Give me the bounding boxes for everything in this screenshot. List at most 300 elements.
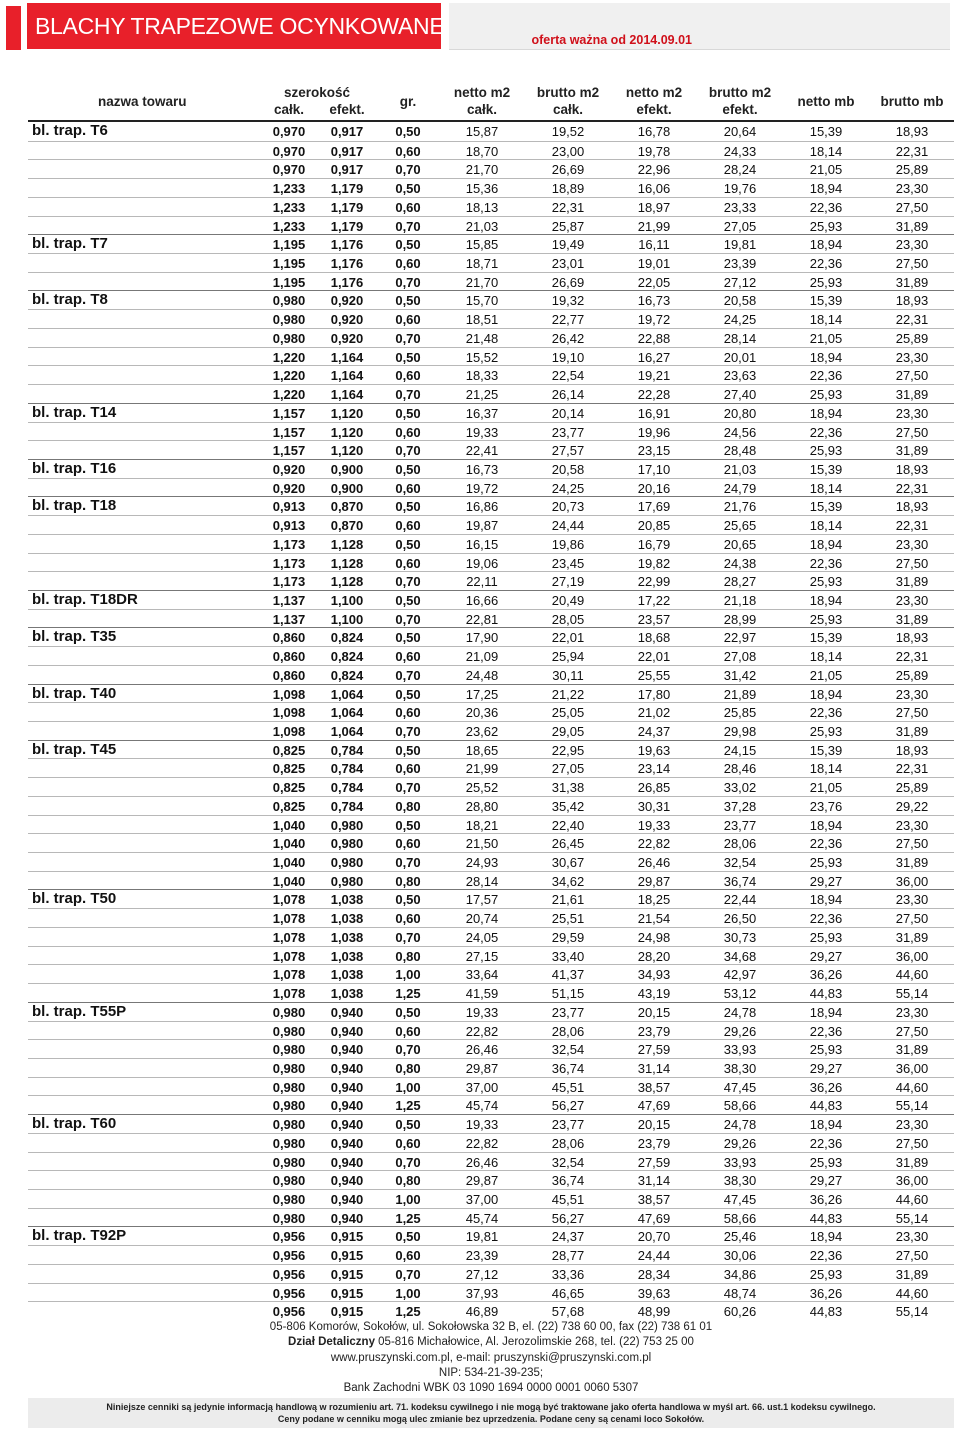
cell-net-m2-total: 19,06 (465, 555, 499, 571)
cell-net-m2-total: 18,51 (465, 312, 499, 328)
cell-width-total: 0,860 (272, 667, 306, 683)
cell-width-total: 1,157 (272, 443, 306, 459)
cell-gross-m2-eff: 32,54 (723, 855, 757, 871)
cell-thickness: 0,60 (395, 1023, 421, 1039)
cell-gross-mb: 23,30 (895, 237, 929, 253)
cell-gross-mb: 25,89 (895, 162, 929, 178)
cell-net-m2-eff: 22,05 (637, 274, 671, 290)
cell-gross-mb: 25,89 (895, 667, 929, 683)
cell-net-m2-eff: 31,14 (637, 1060, 671, 1076)
table-row (28, 234, 954, 253)
table-row (28, 534, 954, 553)
cell-net-mb: 29,27 (809, 948, 843, 964)
table-row (28, 702, 954, 721)
cell-net-m2-total: 18,33 (465, 368, 499, 384)
cell-gross-mb: 22,31 (895, 143, 929, 159)
cell-gross-m2-eff: 34,68 (723, 948, 757, 964)
cell-thickness: 1,25 (395, 1304, 421, 1320)
cell-thickness: 1,25 (395, 986, 421, 1002)
cell-gross-m2-total: 24,37 (551, 1229, 585, 1245)
cell-net-mb: 18,94 (809, 1004, 843, 1020)
cell-net-m2-total: 20,74 (465, 911, 499, 927)
cell-net-m2-total: 15,85 (465, 237, 499, 253)
cell-width-effective: 0,824 (330, 667, 364, 683)
cell-gross-mb: 18,93 (895, 499, 929, 515)
table-row (28, 627, 954, 646)
cell-width-total: 1,078 (272, 892, 306, 908)
cell-gross-m2-total: 24,44 (551, 518, 585, 534)
cell-width-total: 0,980 (272, 1098, 306, 1114)
cell-width-effective: 1,176 (330, 237, 364, 253)
cell-net-mb: 18,94 (809, 405, 843, 421)
cell-width-effective: 1,038 (330, 911, 364, 927)
cell-gross-m2-total: 19,49 (551, 237, 585, 253)
cell-net-m2-eff: 22,88 (637, 330, 671, 346)
cell-gross-m2-eff: 27,12 (723, 274, 757, 290)
cell-width-total: 1,078 (272, 967, 306, 983)
cell-net-m2-eff: 16,27 (637, 349, 671, 365)
header-gross-m2-eff: brutto m2 (708, 85, 772, 100)
cell-net-mb: 18,94 (809, 536, 843, 552)
cell-width-effective: 0,940 (330, 1154, 364, 1170)
table-row (28, 440, 954, 459)
table-row (28, 796, 954, 815)
cell-net-m2-eff: 26,46 (637, 855, 671, 871)
cell-net-mb: 21,05 (809, 162, 843, 178)
cell-thickness: 0,60 (395, 911, 421, 927)
product-name: bl. trap. T18 (32, 497, 117, 515)
cell-net-mb: 22,36 (809, 1248, 843, 1264)
cell-net-mb: 22,36 (809, 424, 843, 440)
cell-width-effective: 0,917 (330, 124, 364, 139)
cell-gross-m2-eff: 23,33 (723, 199, 757, 215)
cell-gross-m2-total: 46,65 (551, 1285, 585, 1301)
cell-gross-mb: 27,50 (895, 256, 929, 272)
table-row (28, 328, 954, 347)
cell-thickness: 0,50 (395, 536, 421, 552)
cell-net-m2-total: 17,90 (465, 630, 499, 646)
cell-thickness: 0,70 (395, 574, 421, 590)
cell-gross-mb: 31,89 (895, 611, 929, 627)
cell-gross-mb: 18,93 (895, 124, 929, 139)
cell-gross-mb: 23,30 (895, 1229, 929, 1245)
cell-gross-mb: 22,31 (895, 518, 929, 534)
table-row (28, 871, 954, 890)
cell-width-total: 0,980 (272, 1135, 306, 1151)
cell-net-m2-eff: 22,96 (637, 162, 671, 178)
header-net-m2-total-sub: całk. (466, 102, 498, 117)
cell-thickness: 0,50 (395, 742, 421, 758)
header-gross-mb: brutto mb (880, 94, 944, 109)
cell-net-mb: 18,94 (809, 349, 843, 365)
cell-width-effective: 1,100 (330, 592, 364, 608)
table-row (28, 422, 954, 441)
cell-thickness: 0,60 (395, 1135, 421, 1151)
cell-net-m2-eff: 47,69 (637, 1210, 671, 1226)
cell-gross-mb: 23,30 (895, 817, 929, 833)
table-row (28, 159, 954, 178)
cell-width-total: 1,157 (272, 405, 306, 421)
cell-width-total: 0,913 (272, 499, 306, 515)
cell-net-mb: 22,36 (809, 199, 843, 215)
table-row (28, 1226, 954, 1245)
product-name: bl. trap. T40 (32, 684, 117, 702)
cell-net-m2-eff: 22,82 (637, 836, 671, 852)
table-row (28, 1152, 954, 1171)
cell-gross-m2-eff: 37,28 (723, 798, 757, 814)
cell-net-m2-total: 45,74 (465, 1210, 499, 1226)
cell-net-m2-total: 20,36 (465, 705, 499, 721)
cell-width-effective: 0,940 (330, 1173, 364, 1189)
cell-net-mb: 29,27 (809, 873, 843, 889)
cell-gross-mb: 27,50 (895, 424, 929, 440)
cell-gross-mb: 31,89 (895, 724, 929, 739)
cell-gross-mb: 23,30 (895, 349, 929, 365)
cell-gross-m2-total: 19,32 (551, 293, 585, 309)
header-width-effective: efekt. (329, 102, 365, 117)
cell-width-effective: 0,940 (330, 1079, 364, 1095)
cell-net-m2-eff: 24,98 (637, 929, 671, 945)
cell-net-m2-eff: 19,01 (637, 256, 671, 272)
cell-gross-m2-total: 22,01 (551, 630, 585, 646)
cell-gross-m2-eff: 28,14 (723, 330, 757, 346)
cell-net-mb: 21,05 (809, 667, 843, 683)
cell-thickness: 0,60 (395, 480, 421, 496)
cell-net-m2-total: 21,09 (465, 649, 499, 665)
cell-net-m2-total: 19,33 (465, 1117, 499, 1133)
cell-gross-m2-total: 36,74 (551, 1060, 585, 1076)
cell-net-m2-eff: 20,16 (637, 480, 671, 496)
cell-net-m2-total: 18,65 (465, 742, 499, 758)
cell-width-effective: 0,870 (330, 518, 364, 534)
cell-net-m2-eff: 25,55 (637, 667, 671, 683)
cell-gross-m2-eff: 58,66 (723, 1210, 757, 1226)
cell-width-total: 1,137 (272, 611, 306, 627)
cell-net-m2-eff: 47,69 (637, 1098, 671, 1114)
cell-net-m2-total: 19,81 (465, 1229, 499, 1245)
cell-net-mb: 22,36 (809, 911, 843, 927)
cell-gross-m2-total: 23,77 (551, 1004, 585, 1020)
cell-net-mb: 25,93 (809, 855, 843, 871)
table-row (28, 216, 954, 235)
cell-gross-m2-total: 27,19 (551, 574, 585, 590)
cell-width-total: 0,913 (272, 518, 306, 534)
cell-gross-mb: 27,50 (895, 705, 929, 721)
cell-width-effective: 1,120 (330, 424, 364, 440)
cell-thickness: 0,50 (395, 630, 421, 646)
cell-gross-mb: 23,30 (895, 181, 929, 197)
cell-net-m2-eff: 19,63 (637, 742, 671, 758)
cell-net-m2-eff: 16,06 (637, 181, 671, 197)
cell-width-total: 0,980 (272, 1079, 306, 1095)
header-name: nazwa towaru (98, 94, 187, 109)
cell-gross-mb: 31,89 (895, 218, 929, 234)
cell-width-total: 0,980 (272, 312, 306, 328)
cell-gross-m2-total: 56,27 (551, 1098, 585, 1114)
cell-gross-mb: 22,31 (895, 480, 929, 496)
cell-thickness: 1,00 (395, 1285, 421, 1301)
cell-width-total: 1,157 (272, 424, 306, 440)
cell-gross-mb: 23,30 (895, 592, 929, 608)
cell-width-total: 1,195 (272, 256, 306, 272)
cell-thickness: 0,80 (395, 1060, 421, 1076)
footer-nip: NIP: 534-21-39-235; (438, 1366, 544, 1379)
cell-net-m2-eff: 17,80 (637, 686, 671, 702)
cell-gross-m2-eff: 22,44 (723, 892, 757, 908)
cell-gross-m2-eff: 24,38 (723, 555, 757, 571)
cell-gross-m2-total: 32,54 (551, 1154, 585, 1170)
cell-gross-m2-total: 21,61 (551, 892, 585, 908)
cell-gross-m2-total: 25,94 (551, 649, 585, 665)
cell-thickness: 0,50 (395, 293, 421, 309)
cell-width-total: 0,825 (272, 780, 306, 796)
cell-net-m2-total: 18,21 (465, 817, 499, 833)
table-row (28, 740, 954, 759)
cell-net-mb: 18,94 (809, 237, 843, 253)
cell-gross-m2-total: 25,51 (551, 911, 585, 927)
cell-thickness: 1,25 (395, 1098, 421, 1114)
cell-gross-m2-total: 20,58 (551, 461, 585, 477)
cell-net-m2-eff: 38,57 (637, 1191, 671, 1207)
cell-width-effective: 0,824 (330, 649, 364, 665)
table-row (28, 908, 954, 927)
cell-width-effective: 0,940 (330, 1023, 364, 1039)
cell-net-m2-eff: 34,93 (637, 967, 671, 983)
header-width-group: szerokość (284, 85, 351, 100)
cell-gross-m2-eff: 20,01 (723, 349, 757, 365)
cell-gross-m2-eff: 24,79 (723, 480, 757, 496)
cell-net-m2-eff: 27,59 (637, 1042, 671, 1058)
cell-gross-mb: 27,50 (895, 368, 929, 384)
cell-thickness: 0,70 (395, 162, 421, 178)
cell-gross-m2-total: 22,40 (551, 817, 585, 833)
cell-thickness: 0,50 (395, 349, 421, 365)
cell-net-m2-total: 16,86 (465, 499, 499, 515)
legal-disclaimer (28, 1398, 954, 1428)
cell-net-mb: 22,36 (809, 705, 843, 721)
cell-gross-m2-eff: 47,45 (723, 1079, 757, 1095)
product-name: bl. trap. T8 (32, 291, 108, 309)
cell-net-mb: 25,93 (809, 724, 843, 739)
cell-gross-m2-eff: 60,26 (723, 1304, 757, 1320)
cell-thickness: 0,70 (395, 387, 421, 403)
header-net-m2-total: netto m2 (453, 85, 511, 100)
cell-gross-m2-eff: 27,05 (723, 218, 757, 234)
table-row (28, 815, 954, 834)
product-name: bl. trap. T60 (32, 1115, 117, 1133)
cell-net-m2-total: 41,59 (465, 986, 499, 1002)
cell-gross-m2-total: 22,95 (551, 742, 585, 758)
cell-gross-mb: 31,89 (895, 1042, 929, 1058)
disclaimer-line-2: Ceny podane w cenniku mogą ulec zmianie bez uprzedzenia. Podane ceny są cenami loco Sokołów. (277, 1414, 705, 1424)
cell-net-m2-eff: 22,01 (637, 649, 671, 665)
offer-box (449, 3, 950, 50)
cell-width-effective: 0,784 (330, 780, 364, 796)
cell-net-mb: 18,14 (809, 649, 843, 665)
cell-width-effective: 1,038 (330, 929, 364, 945)
table-row (28, 553, 954, 572)
cell-width-effective: 1,064 (330, 686, 364, 702)
cell-gross-m2-total: 33,40 (551, 948, 585, 964)
cell-gross-mb: 27,50 (895, 911, 929, 927)
cell-width-effective: 1,128 (330, 574, 364, 590)
cell-gross-m2-eff: 20,65 (723, 536, 757, 552)
product-name: bl. trap. T50 (32, 890, 117, 908)
product-name: bl. trap. T6 (32, 122, 108, 139)
cell-gross-m2-total: 24,25 (551, 480, 585, 496)
cell-width-effective: 0,915 (330, 1229, 364, 1245)
cell-net-m2-eff: 17,22 (637, 592, 671, 608)
header-net-m2-eff: netto m2 (625, 85, 683, 100)
cell-thickness: 0,50 (395, 181, 421, 197)
cell-thickness: 0,60 (395, 705, 421, 721)
product-name: bl. trap. T35 (32, 628, 117, 646)
cell-net-mb: 25,93 (809, 218, 843, 234)
cell-net-m2-total: 33,64 (465, 967, 499, 983)
table-row (28, 1283, 954, 1302)
cell-gross-m2-total: 35,42 (551, 798, 585, 814)
cell-net-mb: 36,26 (809, 1079, 843, 1095)
table-row (28, 1170, 954, 1189)
cell-thickness: 0,50 (395, 1117, 421, 1133)
cell-gross-m2-eff: 20,58 (723, 293, 757, 309)
cell-gross-m2-total: 23,77 (551, 424, 585, 440)
cell-thickness: 0,80 (395, 873, 421, 889)
cell-gross-m2-total: 20,14 (551, 405, 585, 421)
cell-net-mb: 22,36 (809, 1023, 843, 1039)
cell-gross-mb: 27,50 (895, 1248, 929, 1264)
cell-width-effective: 1,176 (330, 274, 364, 290)
table-row (28, 609, 954, 628)
cell-gross-m2-eff: 22,97 (723, 630, 757, 646)
cell-net-m2-total: 25,52 (465, 780, 499, 796)
cell-net-mb: 29,27 (809, 1173, 843, 1189)
cell-gross-mb: 23,30 (895, 892, 929, 908)
cell-net-mb: 22,36 (809, 836, 843, 852)
cell-gross-m2-total: 34,62 (551, 873, 585, 889)
cell-gross-mb: 44,60 (895, 1079, 929, 1095)
cell-net-m2-total: 16,66 (465, 592, 499, 608)
footer-web[interactable]: www.pruszynski.com.pl, e-mail: pruszynski@pruszynski.com.pl (330, 1351, 652, 1364)
cell-width-total: 1,098 (272, 705, 306, 721)
cell-width-effective: 0,870 (330, 499, 364, 515)
cell-width-total: 0,980 (272, 1004, 306, 1020)
cell-width-effective: 0,784 (330, 798, 364, 814)
table-row (28, 983, 954, 1002)
cell-gross-mb: 44,60 (895, 967, 929, 983)
cell-width-effective: 1,179 (330, 199, 364, 215)
cell-gross-m2-eff: 31,42 (723, 667, 757, 683)
cell-width-effective: 0,980 (330, 855, 364, 871)
cell-net-m2-total: 17,25 (465, 686, 499, 702)
cell-width-effective: 0,980 (330, 817, 364, 833)
cell-gross-m2-total: 36,74 (551, 1173, 585, 1189)
cell-net-mb: 25,93 (809, 574, 843, 590)
cell-net-m2-eff: 22,99 (637, 574, 671, 590)
cell-gross-m2-eff: 47,45 (723, 1191, 757, 1207)
cell-width-effective: 1,128 (330, 555, 364, 571)
cell-gross-mb: 31,89 (895, 274, 929, 290)
cell-gross-m2-total: 33,36 (551, 1266, 585, 1282)
cell-width-effective: 0,915 (330, 1304, 364, 1320)
cell-thickness: 0,60 (395, 312, 421, 328)
cell-gross-mb: 25,89 (895, 780, 929, 796)
table-row (28, 1077, 954, 1096)
cell-thickness: 0,80 (395, 798, 421, 814)
cell-width-total: 0,956 (272, 1304, 306, 1320)
cell-net-m2-eff: 20,15 (637, 1004, 671, 1020)
cell-width-effective: 0,784 (330, 761, 364, 777)
cell-gross-m2-eff: 33,02 (723, 780, 757, 796)
table-row (28, 515, 954, 534)
cell-net-m2-eff: 43,19 (637, 986, 671, 1002)
cell-width-effective: 1,176 (330, 256, 364, 272)
table-row (28, 721, 954, 740)
cell-width-total: 0,970 (272, 124, 306, 139)
cell-width-effective: 0,940 (330, 1004, 364, 1020)
cell-thickness: 0,70 (395, 1266, 421, 1282)
cell-thickness: 0,50 (395, 124, 421, 139)
cell-width-effective: 0,940 (330, 1210, 364, 1226)
cell-net-m2-total: 19,72 (465, 480, 499, 496)
cell-net-m2-total: 26,46 (465, 1154, 499, 1170)
header-net-m2-eff-sub: efekt. (636, 102, 672, 117)
cell-gross-mb: 18,93 (895, 630, 929, 646)
cell-width-effective: 1,128 (330, 536, 364, 552)
disclaimer-line-1: Niniejsze cenniki są jedynie informacją handlową w rozumieniu art. 71. kodeksu cywilnego i nie mogą być traktowane jako oferta handlowa w myśl art. 66. ust.1 kodeksu cywilnego. (106, 1402, 876, 1412)
cell-net-m2-total: 27,12 (465, 1266, 499, 1282)
cell-net-m2-total: 21,03 (465, 218, 499, 234)
cell-gross-mb: 36,00 (895, 948, 929, 964)
cell-net-mb: 15,39 (809, 461, 843, 477)
cell-gross-m2-eff: 20,64 (723, 124, 757, 139)
cell-gross-m2-total: 32,54 (551, 1042, 585, 1058)
footer-bank: Bank Zachodni WBK 03 1090 1694 0000 0001 0060 5307 (343, 1382, 639, 1395)
table-row (28, 1002, 954, 1021)
cell-thickness: 0,70 (395, 929, 421, 945)
cell-thickness: 0,70 (395, 667, 421, 683)
cell-gross-mb: 27,50 (895, 836, 929, 852)
cell-width-total: 1,040 (272, 836, 306, 852)
cell-width-effective: 0,917 (330, 162, 364, 178)
cell-net-mb: 15,39 (809, 124, 843, 139)
cell-width-total: 0,920 (272, 480, 306, 496)
cell-width-effective: 1,064 (330, 724, 364, 739)
cell-net-m2-total: 23,39 (465, 1248, 499, 1264)
cell-width-total: 1,220 (272, 349, 306, 365)
red-accent-bar (6, 6, 21, 50)
cell-net-m2-total: 21,70 (465, 274, 499, 290)
cell-width-total: 0,970 (272, 162, 306, 178)
cell-gross-mb: 27,50 (895, 1023, 929, 1039)
cell-thickness: 0,50 (395, 686, 421, 702)
cell-width-total: 0,956 (272, 1266, 306, 1282)
cell-gross-m2-eff: 25,65 (723, 518, 757, 534)
table-row (28, 590, 954, 609)
cell-net-m2-total: 24,93 (465, 855, 499, 871)
cell-width-total: 0,920 (272, 461, 306, 477)
product-name: bl. trap. T14 (32, 403, 117, 421)
cell-thickness: 0,50 (395, 1004, 421, 1020)
cell-gross-mb: 23,30 (895, 536, 929, 552)
cell-gross-m2-eff: 58,66 (723, 1098, 757, 1114)
cell-gross-m2-total: 23,01 (551, 256, 585, 272)
cell-gross-m2-total: 26,45 (551, 836, 585, 852)
cell-net-m2-eff: 19,33 (637, 817, 671, 833)
cell-gross-m2-total: 18,89 (551, 181, 585, 197)
cell-gross-m2-eff: 24,56 (723, 424, 757, 440)
cell-net-m2-eff: 18,25 (637, 892, 671, 908)
